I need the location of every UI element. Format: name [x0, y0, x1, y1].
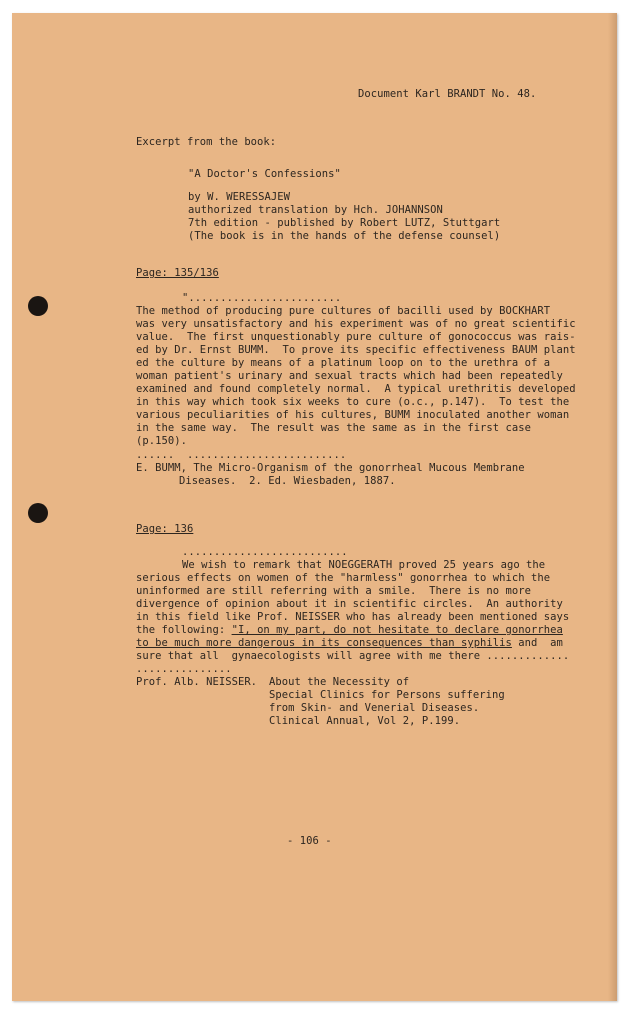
neisser-quote-part1: "I, on my part, do not hesitate to declare gonorrhea [231, 624, 563, 636]
section1-heading: Page: 135/136 [136, 267, 219, 279]
section2-line: divergence of opinion about it in scientific circles. An authority [136, 598, 563, 610]
page-number: - 106 - [287, 835, 332, 847]
book-translation: authorized translation by Hch. JOHANNSON [188, 204, 443, 216]
section1-line: examined and found completely normal. A typical urethritis developed [136, 383, 576, 395]
section1-line: various peculiarities of his cultures, BUMM inoculated another woman [136, 409, 570, 421]
section2-citation-line: About the Necessity of [269, 676, 410, 688]
document-reference: Document Karl BRANDT No. 48. [358, 88, 537, 100]
page-edge-shadow [608, 13, 617, 1001]
section2-line: uninformed are still referring with a smile. There is no more [136, 585, 532, 597]
book-title: "A Doctor's Confessions" [188, 168, 341, 180]
section2-quote-tail: and am [511, 637, 563, 649]
section2-line: the following: [136, 624, 226, 636]
neisser-quote-part2: to be much more dangerous in its consequences than syphilis [136, 637, 512, 649]
section2-last-line: sure that all gynaecologists will agree with me there ............. [136, 650, 570, 662]
book-note: (The book is in the hands of the defense counsel) [188, 230, 501, 242]
section1-line: was very unsatisfactory and his experiment was of no great scientific [136, 318, 576, 330]
document-page [12, 13, 617, 1001]
section2-citation-line: from Skin- and Venerial Diseases. [269, 702, 480, 714]
section1-line: value. The first unquestionably pure culture of gonococcus was rais- [136, 331, 576, 343]
section1-open-quote: "........................ [182, 292, 342, 304]
section1-dots: ...... ......................... [136, 449, 347, 461]
section2-line: in this field like Prof. NEISSER who has already been mentioned says [136, 611, 570, 623]
section2-quote-line [136, 624, 563, 637]
section1-line: ed by Dr. Ernst BUMM. To prove its specific effectiveness BAUM plant [136, 344, 576, 356]
section1-line: ed the culture by means of a platinum loop on to the urethra of a [136, 357, 551, 369]
section1-line: in the same way. The result was the same as in the first case [136, 422, 532, 434]
punch-hole-top [28, 296, 48, 316]
book-edition: 7th edition - published by Robert LUTZ, Stuttgart [188, 217, 501, 229]
section2-line: We wish to remark that NOEGGERATH proved 25 years ago the [182, 559, 546, 571]
section2-dots-intro: .......................... [182, 546, 348, 558]
section2-citation-line: Clinical Annual, Vol 2, P.199. [269, 715, 461, 727]
section2-citation-author: Prof. Alb. NEISSER. [136, 676, 258, 688]
section2-citation-line: Special Clinics for Persons suffering [269, 689, 505, 701]
section1-line: woman patient's urinary and sexual tracts which had been repeatedly [136, 370, 563, 382]
section1-line: in this way which took six weeks to cure (o.c., p.147). To test the [136, 396, 570, 408]
book-author: by W. WERESSAJEW [188, 191, 290, 203]
section2-line: serious effects on women of the "harmless" gonorrhea to which the [136, 572, 551, 584]
punch-hole-bottom [28, 503, 48, 523]
section1-citation-line: E. BUMM, The Micro-Organism of the gonorrheal Mucous Membrane [136, 462, 525, 474]
section1-citation-line: Diseases. 2. Ed. Wiesbaden, 1887. [179, 475, 396, 487]
excerpt-intro: Excerpt from the book: [136, 136, 277, 148]
section2-quote-line-2 [136, 637, 563, 650]
section1-line: The method of producing pure cultures of bacilli used by BOCKHART [136, 305, 551, 317]
section2-heading: Page: 136 [136, 523, 194, 535]
section1-line: (p.150). [136, 435, 187, 447]
section2-dots-end: ............... [136, 663, 232, 675]
